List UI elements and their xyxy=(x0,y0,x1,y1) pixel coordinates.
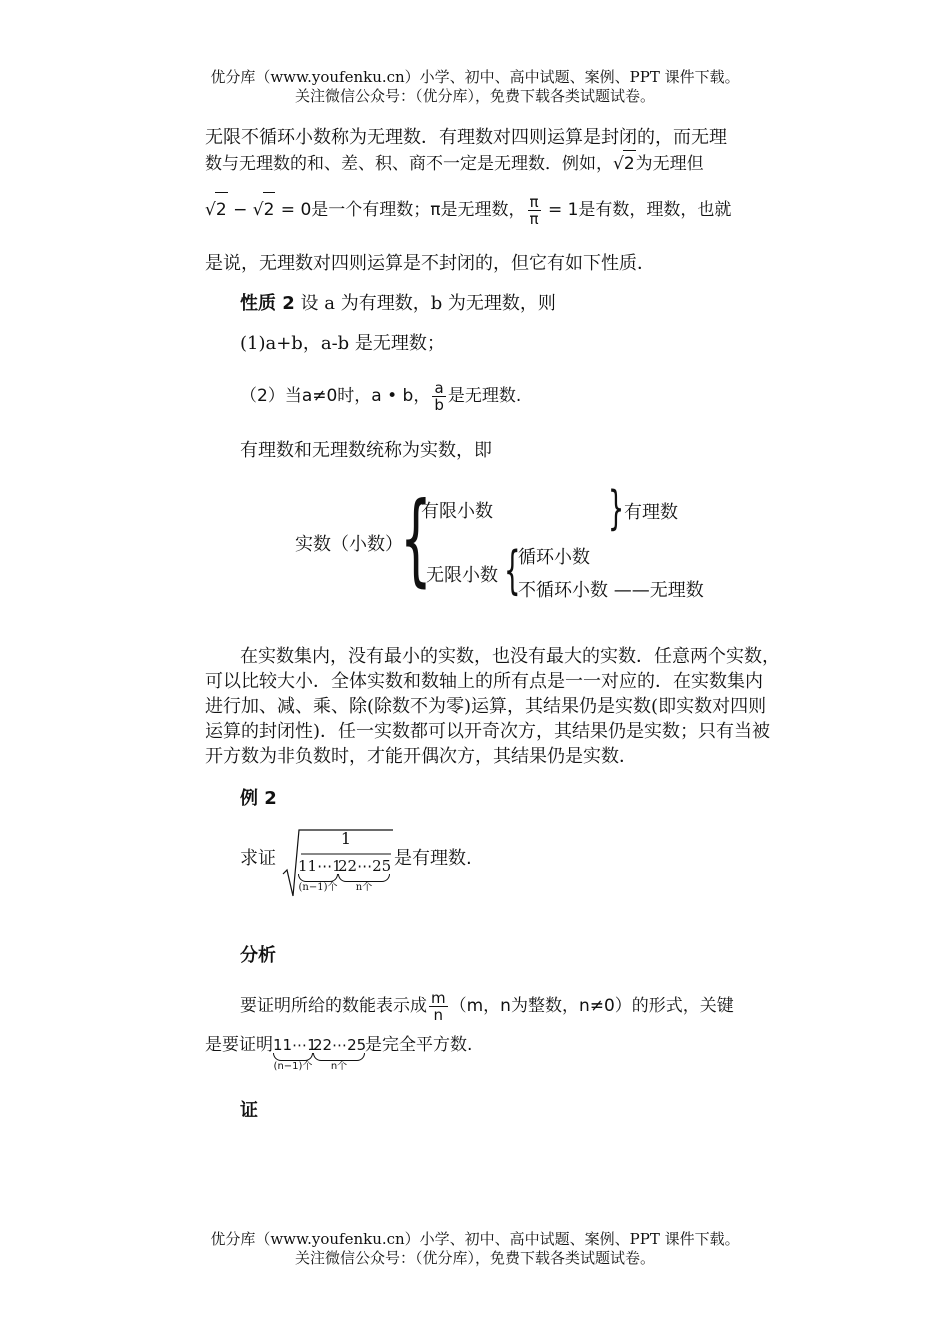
diagram-root: 实数（小数） xyxy=(295,534,403,555)
sqrt-icon: √ xyxy=(205,200,216,220)
twos-digits: 22⋯25 xyxy=(313,1036,367,1054)
ones-digits: 11⋯1 xyxy=(298,857,342,875)
header-line-1: 优分库（www.youfenku.cn）小学、初中、高中试题、案例、PPT 课件下载。 xyxy=(210,68,740,86)
property-2-text: 设 a 为有理数，b 为无理数，则 xyxy=(294,293,556,314)
twos-group xyxy=(313,1035,367,1072)
fraction-numerator: m xyxy=(431,988,446,1007)
underbrace-icon xyxy=(313,1053,365,1061)
diagram-nonrepeating: 不循环小数 xyxy=(518,580,608,601)
analysis-line-1 xyxy=(240,988,734,1024)
intro-line-3-b: = 1是有数，理数，也就 xyxy=(542,200,732,220)
intro-line-2-b: 为无理但 xyxy=(635,154,704,174)
diagram-irrational: 无理数 xyxy=(649,580,704,601)
left-brace-icon: { xyxy=(504,541,521,601)
m-over-n-fraction xyxy=(429,990,448,1023)
sqrt-icon: √ xyxy=(613,154,624,174)
analysis-line-1-b: （m，n为整数，n≠0）的形式，关键 xyxy=(449,996,734,1016)
ones-digits: 11⋯1 xyxy=(273,1036,317,1054)
diagram-dash: —— xyxy=(613,580,650,601)
analysis-line-2-a: 是要证明 xyxy=(205,1035,273,1055)
left-brace-icon: { xyxy=(400,480,432,597)
example-2-suffix: 是有理数. xyxy=(394,848,472,869)
analysis-line-2 xyxy=(205,1035,473,1072)
intro-line-1: 无限不循环小数称为无理数．有理数对四则运算是封闭的，而无理 xyxy=(205,127,727,148)
underbrace-icon xyxy=(338,874,390,882)
property-2-label: 性质 2 xyxy=(240,293,295,314)
intro-line-3-a: = 0是一个有理数；π是无理数， xyxy=(275,200,526,220)
example-2-denominator xyxy=(298,856,392,893)
property-2-item-1: (1)a+b，a-b 是无理数； xyxy=(240,333,445,354)
item-2-text-b: 是无理数. xyxy=(447,386,522,406)
underbrace-icon xyxy=(273,1053,313,1061)
paragraph-line-1: 在实数集内，没有最小的实数，也没有最大的实数．任意两个实数， xyxy=(240,646,780,667)
analysis-line-1-a: 要证明所给的数能表示成 xyxy=(240,996,427,1016)
footer-line-2: 关注微信公众号：（优分库），免费下载各类试题试卷。 xyxy=(294,1249,655,1267)
paragraph-line-5: 开方数为非负数时，才能开偶次方，其结果仍是实数． xyxy=(205,746,637,767)
example-2-prefix: 求证 xyxy=(240,848,276,869)
ones-count: (n−1)个 xyxy=(298,882,338,893)
radicand: 2 xyxy=(215,192,228,227)
radicand: 2 xyxy=(623,150,636,178)
example-2-numerator: 1 xyxy=(340,829,352,848)
analysis-label: 分析 xyxy=(240,945,276,966)
intro-line-4: 是说，无理数对四则运算是不封闭的，但它有如下性质． xyxy=(205,253,655,274)
paragraph-line-4: 运算的封闭性)．任一实数都可以开奇次方，其结果仍是实数；只有当被 xyxy=(205,721,771,742)
paragraph-line-3: 进行加、减、乘、除(除数不为零)运算，其结果仍是实数(即实数对四则 xyxy=(205,696,767,717)
diagram-infinite: 无限小数 xyxy=(426,565,498,586)
fraction-denominator: n xyxy=(433,1005,444,1024)
fraction-numerator: a xyxy=(432,380,446,397)
radicand: 2 xyxy=(263,192,276,227)
paragraph-line-2: 可以比较大小．全体实数和数轴上的所有点是一一对应的．在实数集内 xyxy=(205,671,763,692)
analysis-line-2-b: 是完全平方数. xyxy=(365,1035,473,1055)
fraction-denominator: π xyxy=(529,209,539,228)
underbrace-icon xyxy=(298,874,338,882)
minus-sign: − xyxy=(227,200,253,220)
intro-line-2-a: 数与无理数的和、差、积、商不一定是无理数．例如， xyxy=(205,154,613,174)
twos-count: n个 xyxy=(330,1061,348,1072)
fraction-numerator: π xyxy=(529,192,539,211)
diagram-repeating: 循环小数 xyxy=(518,547,590,568)
footer-line-1: 优分库（www.youfenku.cn）小学、初中、高中试题、案例、PPT 课件下载。 xyxy=(210,1230,740,1248)
ones-group xyxy=(273,1035,317,1072)
twos-digits: 22⋯25 xyxy=(338,857,392,875)
ones-count: (n−1)个 xyxy=(273,1061,313,1072)
right-brace-icon: } xyxy=(608,481,625,535)
example-2-label: 例 2 xyxy=(240,788,277,809)
sqrt-icon: √ xyxy=(252,200,264,220)
proof-label: 证 xyxy=(240,1100,258,1121)
item-2-text-a: （2）当a≠0时，a • b， xyxy=(240,386,431,406)
twos-group xyxy=(338,856,392,893)
header-line-2: 关注微信公众号：（优分库），免费下载各类试题试卷。 xyxy=(294,87,655,105)
ones-group xyxy=(298,856,342,893)
real-number-intro: 有理数和无理数统称为实数，即 xyxy=(240,440,492,461)
diagram-finite: 有限小数 xyxy=(421,501,493,522)
twos-count: n个 xyxy=(355,882,373,893)
diagram-rational: 有理数 xyxy=(624,502,678,523)
fraction-denominator: b xyxy=(434,395,444,414)
diagram-nonrepeating-row xyxy=(518,576,704,602)
